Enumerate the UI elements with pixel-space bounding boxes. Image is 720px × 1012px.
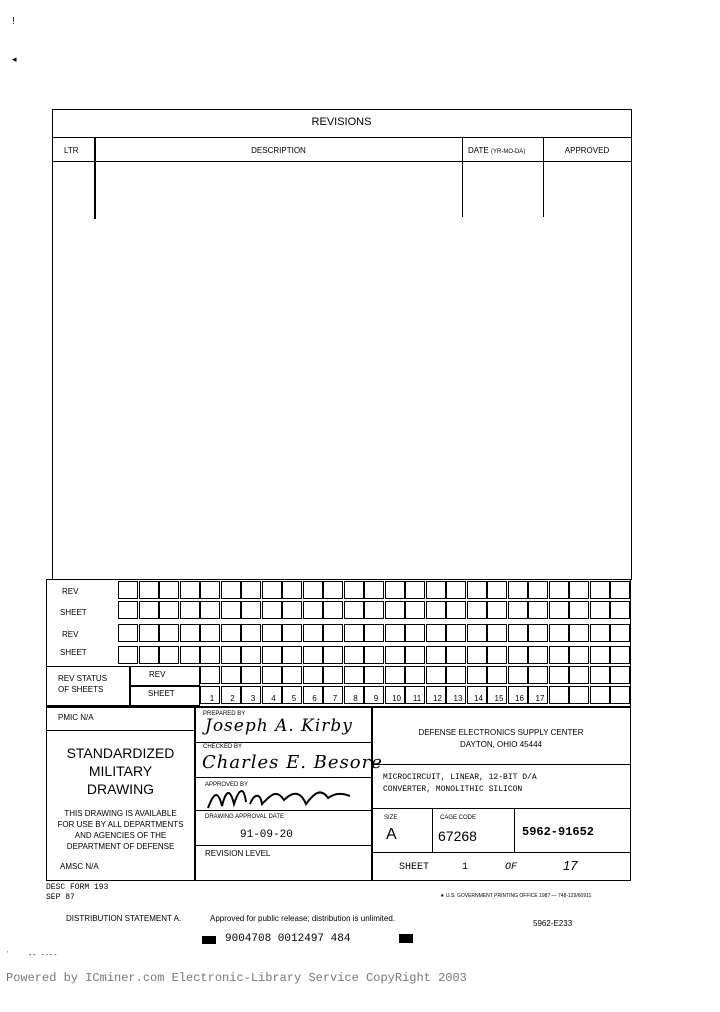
rev-grid-cell bbox=[200, 601, 220, 619]
sheet-row-label: SHEET bbox=[60, 648, 87, 657]
item-title-divider bbox=[372, 808, 630, 809]
rev-grid-cell bbox=[610, 581, 630, 599]
rev-grid-cell bbox=[549, 601, 569, 619]
approved-divider bbox=[195, 810, 371, 811]
rev-grid-cell bbox=[200, 624, 220, 642]
pmic-label: PMIC N/A bbox=[58, 713, 94, 722]
rev-grid-cell bbox=[180, 624, 200, 642]
rev-grid-cell bbox=[487, 581, 507, 599]
amsc-label: AMSC N/A bbox=[60, 862, 99, 871]
rev-grid-cell bbox=[446, 581, 466, 599]
rev-status-cell bbox=[590, 666, 610, 684]
approval-date-divider bbox=[195, 845, 371, 846]
size-label: SIZE bbox=[384, 815, 398, 821]
distribution-label: DISTRIBUTION STATEMENT A. bbox=[66, 914, 182, 923]
rev-grid-cell bbox=[344, 601, 364, 619]
rev-grid-cell bbox=[426, 624, 446, 642]
rev-grid-cell bbox=[590, 601, 610, 619]
rev-grid-cell bbox=[426, 646, 446, 664]
rev-grid-cell bbox=[610, 624, 630, 642]
rev-status-cell bbox=[610, 686, 630, 704]
sheet-number: 12 bbox=[433, 694, 442, 703]
sheet-number: 10 bbox=[392, 694, 401, 703]
rev-grid-cell bbox=[569, 646, 589, 664]
rev-grid-cell bbox=[159, 624, 179, 642]
rev-grid-cell bbox=[200, 581, 220, 599]
sheet-number: 17 bbox=[535, 694, 545, 703]
rev-grid-cell bbox=[569, 624, 589, 642]
approved-by-signature bbox=[200, 782, 360, 812]
rev-grid-cell bbox=[221, 624, 241, 642]
rev-grid-cell bbox=[405, 581, 425, 599]
rev-grid-cell bbox=[467, 624, 487, 642]
sheet-number: 1 bbox=[209, 694, 215, 703]
rev-row-label: REV bbox=[62, 587, 79, 596]
agency-name: DEFENSE ELECTRONICS SUPPLY CENTER DAYTON, OHIO 45444 bbox=[418, 728, 584, 749]
revisions-title-divider bbox=[52, 137, 631, 138]
rev-grid-cell bbox=[590, 646, 610, 664]
rev-grid-cell bbox=[159, 646, 179, 664]
rev-grid-cell bbox=[180, 601, 200, 619]
item-title: MICROCIRCUIT, LINEAR, 12-BIT D/A CONVERTER, MONOLITHIC SILICON bbox=[383, 773, 537, 794]
sheet-number: 9 bbox=[373, 694, 379, 703]
rev-status-cell bbox=[221, 666, 241, 684]
rev-grid-cell bbox=[610, 646, 630, 664]
title-block-top-border bbox=[46, 706, 631, 708]
rev-status-cell bbox=[405, 666, 425, 684]
rev-grid-cell bbox=[241, 624, 261, 642]
checked-by-signature: Charles E. Besore bbox=[202, 752, 383, 773]
drawing-title: STANDARDIZED MILITARY DRAWING bbox=[66, 745, 175, 797]
rev-grid-cell bbox=[549, 646, 569, 664]
rev-status-cell bbox=[549, 666, 569, 684]
revisions-title: REVISIONS bbox=[311, 116, 372, 128]
rev-grid-cell bbox=[262, 646, 282, 664]
rev-grid-cell bbox=[282, 624, 302, 642]
rev-grid-top-border bbox=[46, 579, 631, 580]
rev-status-cell bbox=[200, 666, 220, 684]
rev-status-cell bbox=[446, 666, 466, 684]
rev-grid-cell bbox=[508, 601, 528, 619]
rev-grid-cell bbox=[262, 601, 282, 619]
sheet-number-value: 1 bbox=[462, 862, 469, 873]
sheet-number: 3 bbox=[250, 694, 256, 703]
revision-level-label: REVISION LEVEL bbox=[205, 849, 271, 858]
rev-grid-cell bbox=[118, 581, 138, 599]
rev-grid-cell bbox=[282, 646, 302, 664]
rev-grid-cell bbox=[385, 581, 405, 599]
rev-status-cell bbox=[569, 666, 589, 684]
sheet-number: 6 bbox=[312, 694, 317, 703]
size-divider bbox=[432, 808, 433, 852]
rev-grid-cell bbox=[508, 624, 528, 642]
rev-status-cell bbox=[467, 666, 487, 684]
rev-grid-cell bbox=[569, 581, 589, 599]
rev-status-cell bbox=[323, 666, 343, 684]
rev-status-cell bbox=[241, 666, 261, 684]
sheet-number: 8 bbox=[353, 694, 358, 703]
rev-grid-cell bbox=[139, 601, 159, 619]
rev-grid-cell bbox=[323, 601, 343, 619]
sheet-row-label: SHEET bbox=[60, 608, 87, 617]
rev-grid-cell bbox=[159, 581, 179, 599]
rev-grid-cell bbox=[303, 581, 323, 599]
rev-grid-cell bbox=[569, 601, 589, 619]
rev-status-cell bbox=[282, 666, 302, 684]
rev-grid-cell bbox=[549, 581, 569, 599]
rev-grid-cell bbox=[139, 581, 159, 599]
prepared-divider bbox=[195, 742, 371, 743]
size-value: A bbox=[386, 826, 397, 843]
total-sheets: 17 bbox=[563, 858, 578, 873]
rev-grid-cell bbox=[385, 646, 405, 664]
rev-grid-cell bbox=[159, 601, 179, 619]
sheet-number: 2 bbox=[230, 694, 235, 703]
rev-grid-cell bbox=[303, 601, 323, 619]
rev-status-cell bbox=[610, 666, 630, 684]
prepared-by-label: PREPARED BY bbox=[203, 711, 246, 717]
rev-grid-cell bbox=[528, 601, 548, 619]
rev-grid-cell bbox=[303, 646, 323, 664]
sheet-number: 13 bbox=[453, 694, 463, 703]
approval-date-label: DRAWING APPROVAL DATE bbox=[205, 814, 285, 820]
rev-grid-cell bbox=[385, 624, 405, 642]
sheet-number: 5 bbox=[291, 694, 297, 703]
sheet-number: 15 bbox=[494, 694, 504, 703]
rev-status-cell bbox=[508, 666, 528, 684]
rev-grid-cell bbox=[364, 624, 384, 642]
rev-grid-cell bbox=[364, 646, 384, 664]
doc-code: 5962-E233 bbox=[533, 919, 573, 928]
rev-grid-cell bbox=[487, 624, 507, 642]
revisions-block bbox=[52, 109, 632, 580]
barcode-text: 9004708 0012497 484 bbox=[225, 933, 351, 945]
rev-grid-cell bbox=[426, 601, 446, 619]
rev-grid-cell bbox=[446, 601, 466, 619]
footer-tick: ˌ bbox=[6, 944, 9, 953]
sheet-number: 4 bbox=[271, 694, 276, 703]
rev-grid-cell bbox=[221, 581, 241, 599]
cage-divider bbox=[514, 808, 515, 852]
rev-grid-cell bbox=[446, 624, 466, 642]
rev-status-sheet-label: SHEET bbox=[148, 689, 175, 698]
rev-grid-cell bbox=[487, 646, 507, 664]
rev-grid-cell bbox=[221, 646, 241, 664]
title-block-bottom-border bbox=[46, 880, 631, 881]
rev-status-cell bbox=[569, 686, 589, 704]
rev-grid-cell bbox=[139, 624, 159, 642]
rev-grid-cell bbox=[262, 581, 282, 599]
sheet-number: 11 bbox=[412, 694, 422, 703]
availability-note: THIS DRAWING IS AVAILABLE FOR USE BY ALL DEPARTMENTS AND AGENCIES OF THE DEPARTMENT OF DEFENSE bbox=[57, 809, 184, 851]
rev-status-label-box bbox=[46, 666, 130, 706]
rev-status-cell bbox=[528, 666, 548, 684]
rev-grid-cell bbox=[344, 646, 364, 664]
rev-grid-cell bbox=[405, 624, 425, 642]
date-header bbox=[468, 146, 525, 155]
rev-grid-cell bbox=[467, 581, 487, 599]
rev-status-label-box bbox=[130, 666, 200, 686]
rev-grid-cell bbox=[241, 581, 261, 599]
approved-by-label: APPROVED BY bbox=[205, 782, 249, 788]
agency-divider bbox=[372, 764, 630, 765]
title-block-right-border bbox=[630, 706, 631, 880]
rev-grid-cell bbox=[323, 624, 343, 642]
rev-grid-cell bbox=[508, 581, 528, 599]
footer-copyright: Powered by ICminer.com Electronic-Library Service CopyRight 2003 bbox=[6, 971, 467, 985]
distribution-text: Approved for public release; distribution is unlimited. bbox=[210, 914, 395, 923]
revisions-header-divider bbox=[52, 161, 631, 162]
approved-header: APPROVED bbox=[564, 146, 610, 155]
cage-code-label: CAGE CODE bbox=[440, 815, 477, 821]
sheet-number: 16 bbox=[515, 694, 524, 703]
rev-grid-cell bbox=[200, 646, 220, 664]
rev-grid-cell bbox=[323, 646, 343, 664]
date-header-format: (YR-MO-DA) bbox=[490, 149, 526, 155]
description-column-divider bbox=[462, 137, 463, 217]
rev-grid-cell bbox=[139, 646, 159, 664]
checked-divider bbox=[195, 777, 371, 778]
rev-grid-cell bbox=[426, 581, 446, 599]
barcode-end-mark-icon bbox=[399, 934, 413, 943]
pmic-divider bbox=[46, 730, 194, 731]
rev-grid-cell bbox=[282, 601, 302, 619]
rev-grid-cell bbox=[590, 581, 610, 599]
sheet-number: 7 bbox=[332, 694, 338, 703]
rev-grid-cell bbox=[467, 601, 487, 619]
rev-grid-cell bbox=[487, 601, 507, 619]
top-mark-arrow: ◂ bbox=[12, 54, 17, 64]
sheet-row-divider bbox=[372, 852, 630, 853]
rev-grid-cell bbox=[610, 601, 630, 619]
rev-status-cell bbox=[549, 686, 569, 704]
rev-grid-cell bbox=[282, 581, 302, 599]
rev-status-cell bbox=[262, 666, 282, 684]
rev-status-rev-label: REV bbox=[149, 670, 166, 679]
rev-status-cell bbox=[364, 666, 384, 684]
approval-date: 91-09-20 bbox=[240, 829, 293, 841]
rev-grid-cell bbox=[364, 601, 384, 619]
description-header: DESCRIPTION bbox=[251, 146, 306, 155]
rev-grid-cell bbox=[405, 601, 425, 619]
rev-grid-cell bbox=[180, 646, 200, 664]
sheet-label: SHEET bbox=[399, 862, 430, 873]
sheet-number: 14 bbox=[474, 694, 483, 703]
rev-grid-cell bbox=[364, 581, 384, 599]
top-mark: ! bbox=[12, 16, 15, 27]
title-block-left-divider bbox=[194, 706, 196, 880]
rev-grid-cell bbox=[241, 646, 261, 664]
drawing-number: 5962-91652 bbox=[522, 825, 595, 839]
rev-grid-cell bbox=[528, 581, 548, 599]
footer-dashes: -- ---- bbox=[28, 952, 58, 960]
ltr-header: LTR bbox=[64, 146, 79, 155]
rev-status-cell bbox=[385, 666, 405, 684]
rev-grid-cell bbox=[323, 581, 343, 599]
form-id: DESC FORM 193 SEP 87 bbox=[46, 883, 109, 902]
rev-grid-cell bbox=[590, 624, 610, 642]
rev-status-cell bbox=[303, 666, 323, 684]
cage-code-value: 67268 bbox=[438, 828, 477, 844]
gpo-note: ★ U.S. GOVERNMENT PRINTING OFFICE 1987 — 748-129/60911 bbox=[440, 893, 592, 899]
rev-grid-cell bbox=[446, 646, 466, 664]
rev-grid-cell bbox=[118, 601, 138, 619]
rev-grid-cell bbox=[385, 601, 405, 619]
rev-row-label: REV bbox=[62, 630, 79, 639]
rev-grid-cell bbox=[549, 624, 569, 642]
rev-grid-cell bbox=[118, 646, 138, 664]
rev-grid-cell bbox=[467, 646, 487, 664]
rev-grid-cell bbox=[303, 624, 323, 642]
barcode-mark-icon bbox=[202, 936, 216, 944]
prepared-by-signature: Joseph A. Kirby bbox=[205, 716, 353, 736]
rev-grid-cell bbox=[405, 646, 425, 664]
rev-status-cell bbox=[426, 666, 446, 684]
rev-grid-cell bbox=[221, 601, 241, 619]
rev-grid-cell bbox=[344, 624, 364, 642]
rev-status-label: REV STATUS OF SHEETS bbox=[58, 674, 108, 694]
rev-grid-cell bbox=[344, 581, 364, 599]
rev-grid-cell bbox=[241, 601, 261, 619]
rev-status-cell bbox=[590, 686, 610, 704]
rev-grid-cell bbox=[528, 624, 548, 642]
rev-grid-cell bbox=[508, 646, 528, 664]
rev-grid-cell bbox=[180, 581, 200, 599]
rev-grid-cell bbox=[528, 646, 548, 664]
rev-status-cell bbox=[487, 666, 507, 684]
date-header-label: DATE bbox=[468, 146, 489, 155]
rev-status-cell bbox=[344, 666, 364, 684]
rev-grid-right-border bbox=[630, 579, 631, 707]
rev-status-label-box bbox=[130, 686, 200, 706]
of-label: OF bbox=[505, 862, 518, 873]
rev-grid-cell bbox=[118, 624, 138, 642]
checked-by-label: CHECKED BY bbox=[203, 744, 243, 750]
rev-grid-cell bbox=[262, 624, 282, 642]
